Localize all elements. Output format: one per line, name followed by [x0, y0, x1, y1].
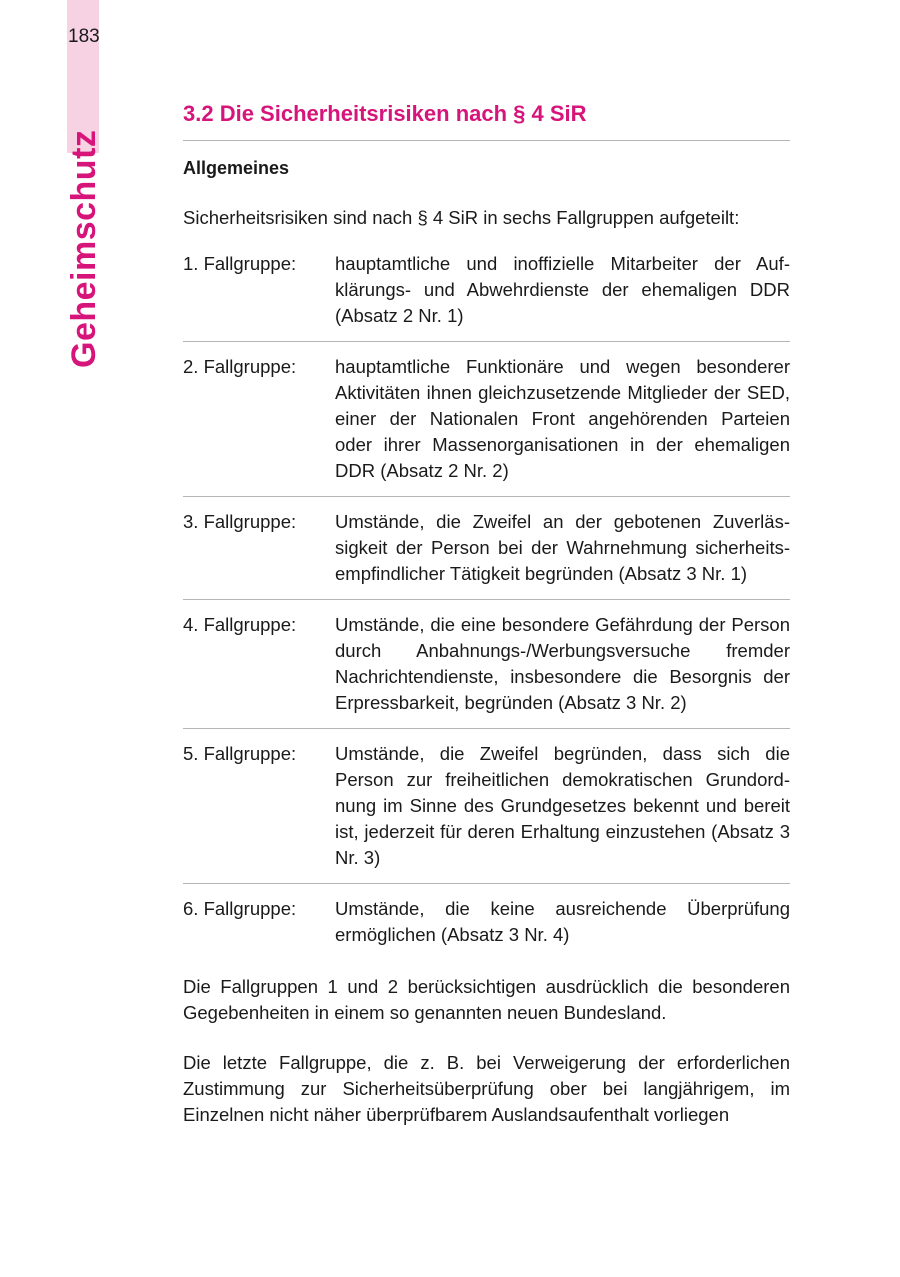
case-group-list: [183, 251, 790, 960]
body-paragraph: Die Fallgruppen 1 und 2 berücksichtigen ausdrücklich die besonderen Gegebenheiten in einem so genannten neuen Bundesland.: [183, 976, 790, 1023]
case-group-label: 3. Fallgruppe:: [183, 511, 297, 532]
case-group-5: [183, 729, 790, 884]
page-number: 183: [68, 26, 100, 47]
case-group-1: [183, 251, 790, 342]
case-group-text: hauptamtliche und inoffizielle Mitarbeiter der Aufklärungs- und Abwehrdienste der ehemaligen DDR (Absatz 2 Nr. 1): [335, 253, 790, 326]
body-paragraph: Die letzte Fallgruppe, die z. B. bei Verweigerung der erforderlichen Zustimmung zur Sicherheitsüberprüfung ober bei langjährigem, im Einzelnen nicht näher überprüfbarem Auslandsaufenthalt vorliegen: [183, 1052, 790, 1125]
running-head: [64, 129, 104, 368]
case-group-4: [183, 600, 790, 729]
case-group-6: [183, 884, 790, 960]
case-group-label: 5. Fallgruppe:: [183, 743, 297, 764]
case-group-2: [183, 342, 790, 497]
case-group-text: Umstände, die eine besondere Gefährdung der Person durch Anbahnungs-/Werbungsversuche fremder Nachrichtendienste, insbesondere die Besorgnis der Erpressbarkeit, begründen (Absatz 3 Nr. 2): [335, 614, 790, 713]
case-group-3: [183, 497, 790, 600]
subheading: Allgemeines: [183, 158, 290, 178]
title-divider: [183, 140, 790, 141]
case-group-label: 2. Fallgruppe:: [183, 356, 297, 377]
section-title: 3.2 Die Sicherheitsrisiken nach § 4 SiR: [183, 101, 587, 126]
case-group-text: Umstände, die Zweifel begründen, dass sich die Person zur freiheitlichen demokratischen Grundordnung im Sinne des Grundgesetzes bekennt und bereit ist, jederzeit für deren Erhaltung einzustehen (Absatz 3 Nr. 3): [335, 743, 790, 868]
case-group-label: 6. Fallgruppe:: [183, 898, 297, 919]
intro-text: Sicherheitsrisiken sind nach § 4 SiR in sechs Fallgruppen aufgeteilt:: [183, 207, 740, 228]
case-group-label: 4. Fallgruppe:: [183, 614, 297, 635]
case-group-label: 1. Fallgruppe:: [183, 253, 297, 274]
running-head-label: Geheimschutz: [65, 129, 103, 368]
case-group-text: Umstände, die Zweifel an der gebotenen Zuverlässigkeit der Person bei der Wahrnehmung sicherheitsempfindlicher Tätigkeit begründen (Absatz 3 Nr. 1): [335, 511, 790, 584]
case-group-text: Umstände, die keine ausreichende Überprüfung ermöglichen (Absatz 3 Nr. 4): [335, 898, 790, 945]
main-content: [183, 96, 790, 1128]
case-group-text: hauptamtliche Funktionäre und wegen besonderer Aktivitäten ihnen gleichzusetzende Mitglieder der SED, einer der Nationalen Front angehörenden Parteien oder ihrer Massenorganisationen in der ehemaligen DDR (Absatz 2 Nr. 2): [335, 356, 790, 481]
